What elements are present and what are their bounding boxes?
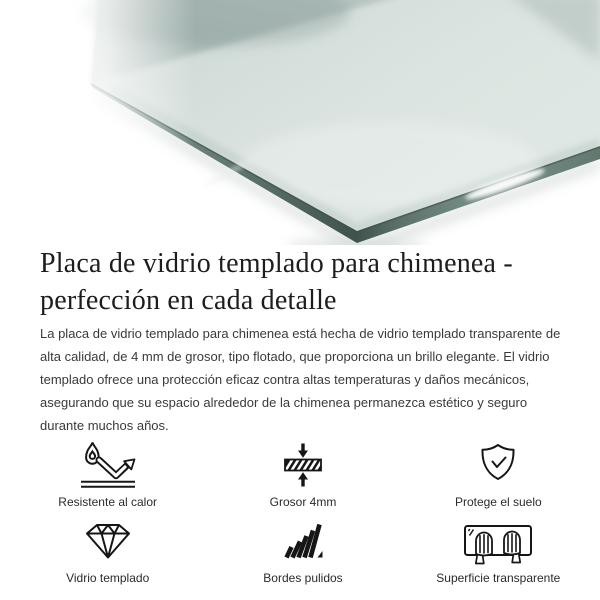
feature-tempered-glass [10,517,205,585]
feature-label: Grosor 4mm [269,495,337,509]
polished-edges-icon [279,517,327,565]
glass-plate-illustration [0,0,600,245]
heat-resistant-icon [79,441,137,489]
page-title [40,245,560,319]
feature-thickness [205,441,400,509]
feature-label: Bordes pulidos [263,571,343,585]
feature-polished-edges [205,517,400,585]
features-grid [0,441,600,585]
content-section [0,245,600,437]
shield-check-icon [474,441,522,489]
page-title-line-1: Placa de vidrio templado para chimenea - [40,248,513,279]
feature-transparent-surface [401,517,596,585]
feature-heat-resistant [10,441,205,509]
page-title-line-2: perfección en cada detalle [40,285,337,316]
feature-label: Protege el suelo [454,495,542,509]
thickness-4mm-icon [279,441,327,489]
hands-on-surface-icon [463,517,533,565]
tempered-glass-diamond-icon [84,517,132,565]
feature-floor-protection [401,441,596,509]
feature-label: Vidrio templado [66,571,150,585]
feature-label: Superficie transparente [436,571,561,585]
hero-glass-image [0,0,600,245]
product-description: La placa de vidrio templado para chimenea está hecha de vidrio templado transparente de alta calidad, de 4 mm de grosor, tipo flotado, que proporciona un brillo elegante. El vidrio templado ofrece una protección eficaz contra altas temperaturas y daños mecánicos, asegurando que su espacio alrededor de la chimenea permanezca estético y seguro durante muchos años. [40,326,561,433]
feature-label: Resistente al calor [58,495,158,509]
